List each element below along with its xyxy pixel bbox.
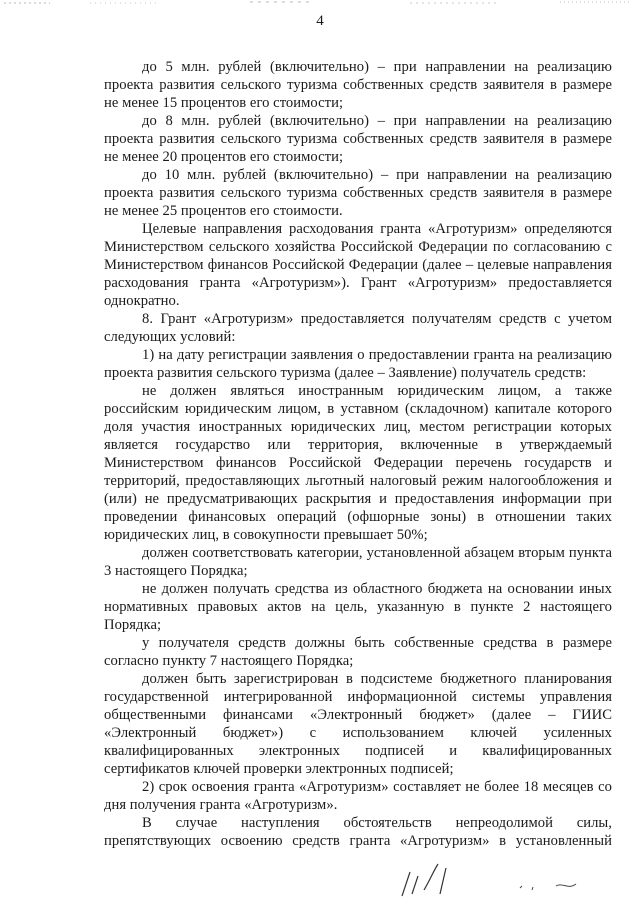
paragraph-limit-8mln: до 8 млн. рублей (включительно) – при направлении на реализацию проекта развития сельского туризма собственных средств заявителя в размере не менее 20 процентов его стоимости;	[104, 113, 612, 165]
paragraph-target-directions: Целевые направления расходования гранта «Агротуризм» определяются Министерством сельского хозяйства Российской Федерации по согласованию с Министерством финансов Российской Федерации (далее – целевые направления расходования гранта «Агротуризм»). Грант «Агротуризм» предоставляется однократно.	[104, 221, 612, 309]
paragraph-regional-budget: не должен получать средства из областного бюджета на основании иных нормативных правовых актов на цель, указанную в пункте 2 настоящего Порядка;	[104, 581, 612, 633]
scan-edge-marks	[0, 0, 640, 8]
paragraph-limit-10mln: до 10 млн. рублей (включительно) – при направлении на реализацию проекта развития сельского туризма собственных средств заявителя в размере не менее 25 процентов его стоимости.	[104, 167, 612, 219]
paragraph-registration: должен быть зарегистрирован в подсистеме бюджетного планирования государственной интегрированной информационной системы управления общественными финансами «Электронный бюджет» (далее – ГИИС «Электронный бюджет») с использованием ключей усиленных квалифицированных электронных подписей и квалифицированных сертификатов ключей проверки электронных подписей;	[104, 671, 612, 777]
paragraph-item-8: 8. Грант «Агротуризм» предоставляется получателям средств с учетом следующих условий:	[104, 311, 612, 345]
paragraph-foreign-entity: не должен являться иностранным юридическим лицом, а также российским юридическим лицом, в уставном (складочном) капитале которого доля участия иностранных юридических лиц, местом регистрации которых является государство или территория, включенные в утверждаемый Министерством финансов Российской Федерации перечень государств и территорий, предоставляющих льготный налоговый режим налогообложения и (или) не предусматривающих раскрытия и предоставления информации при проведении финансовых операций (офшорные зоны) в отношении таких юридических лиц, в совокупности превышает 50%;	[104, 383, 612, 543]
page-number: 4	[316, 13, 324, 29]
document-body	[104, 58, 612, 850]
paragraph-own-funds: у получателя средств должны быть собственные средства в размере согласно пункту 7 настоящего Порядка;	[104, 635, 612, 669]
paragraph-limit-5mln: до 5 млн. рублей (включительно) – при направлении на реализацию проекта развития сельского туризма собственных средств заявителя в размере не менее 15 процентов его стоимости;	[104, 59, 612, 111]
paragraph-force-majeure: В случае наступления обстоятельств непреодолимой силы, препятствующих освоению средств гранта «Агротуризм» в установленный	[104, 815, 612, 849]
paragraph-condition-2: 2) срок освоения гранта «Агротуризм» составляет не более 18 месяцев со дня получения гранта «Агротуризм».	[104, 779, 612, 813]
paragraph-condition-1: 1) на дату регистрации заявления о предоставлении гранта на реализацию проекта развития сельского туризма (далее – Заявление) получатель средств:	[104, 347, 612, 381]
paragraph-category: должен соответствовать категории, установленной абзацем вторым пункта 3 настоящего Порядка;	[104, 545, 612, 579]
handwritten-marks	[380, 860, 620, 900]
